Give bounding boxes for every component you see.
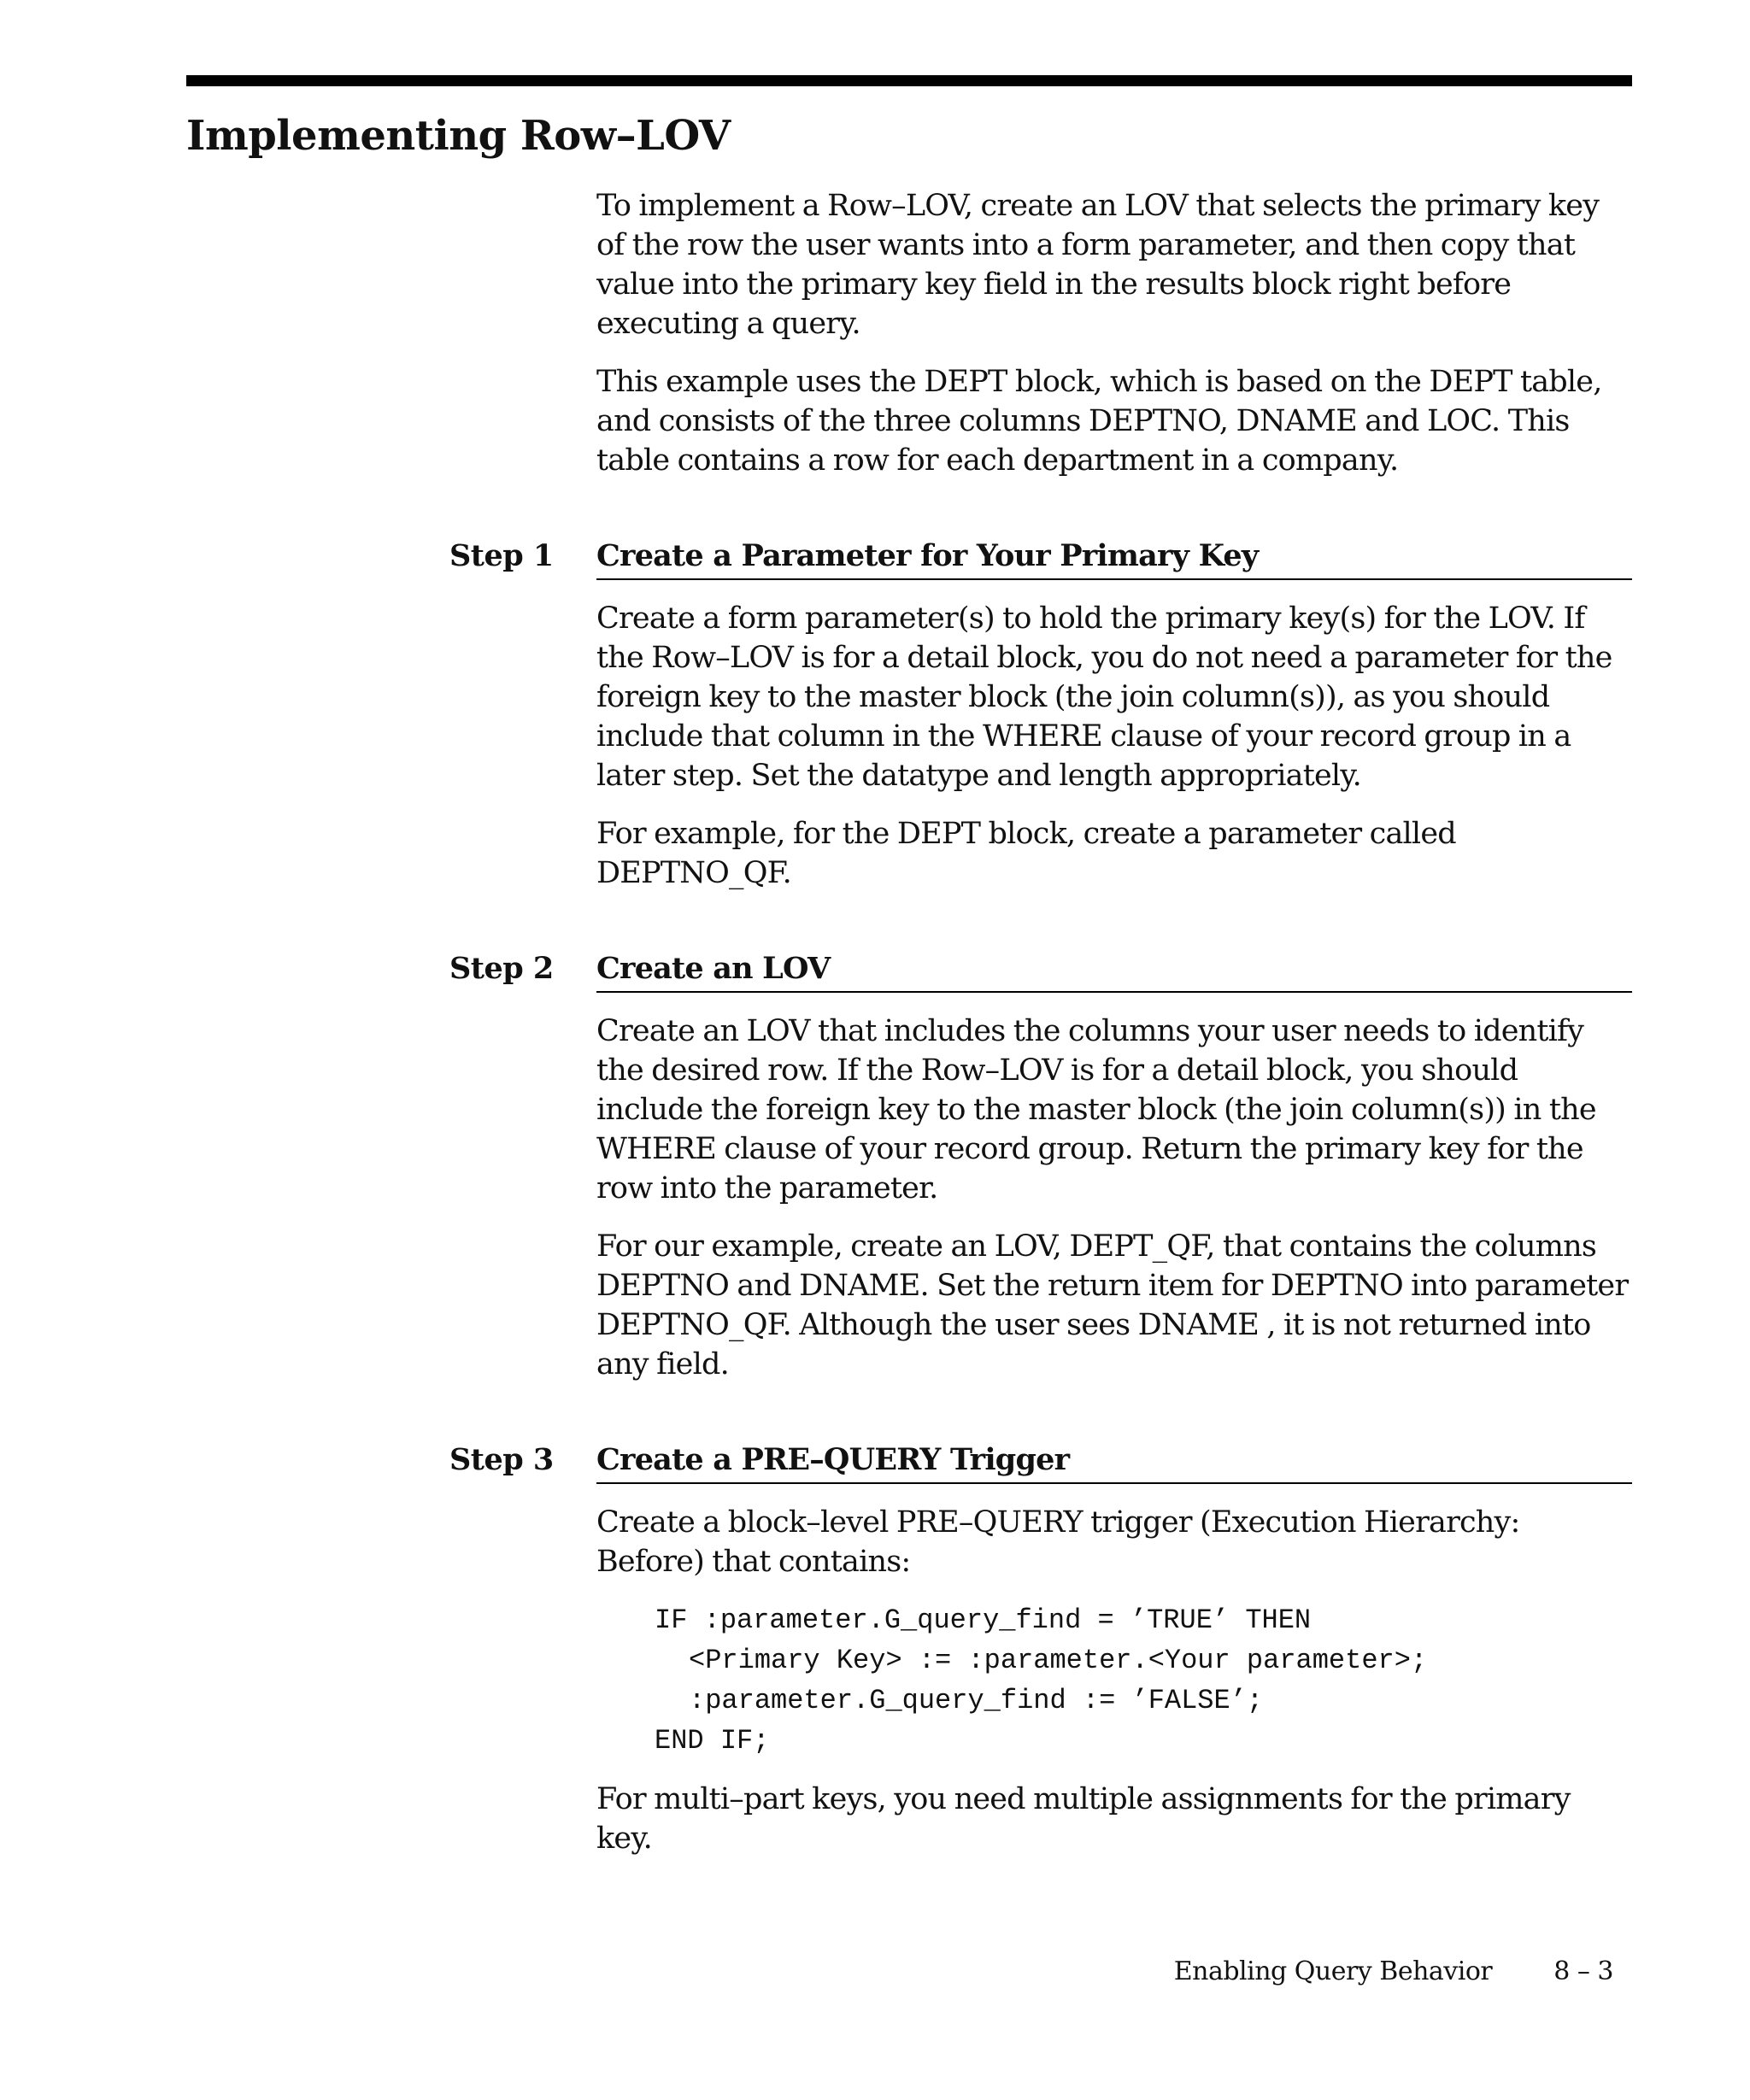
page-title: Implementing Row–LOV	[186, 112, 731, 160]
code-line: IF :parameter.G_query_find = ’TRUE’ THEN	[655, 1604, 1312, 1636]
step-1	[449, 537, 1632, 893]
intro-paragraph: To implement a Row–LOV, create an LOV that selects the primary key of the row the user wants into a form parameter, and then copy that value into the primary key field in the results block right before executing a query.	[596, 189, 1600, 341]
footer-page-number: 8 – 3	[1553, 1956, 1613, 1986]
step-label: Step 3	[449, 1442, 554, 1477]
code-line: <Primary Key> := :parameter.<Your parameter>;	[689, 1645, 1428, 1676]
content	[449, 186, 1632, 1877]
code-line: :parameter.G_query_find := ’FALSE’;	[689, 1685, 1264, 1716]
step-paragraph: Create an LOV that includes the columns your user needs to identify the desired row. If the Row–LOV is for a detail block, you should include the foreign key to the master block (the join column(s)) in the WHERE clause of your record group. Return the primary key for the row into the parameter.	[596, 1014, 1596, 1205]
step-heading: Create a Parameter for Your Primary Key	[596, 537, 1632, 580]
intro-paragraph: This example uses the DEPT block, which is based on the DEPT table, and consists of the three columns DEPTNO, DNAME and LOC. This table contains a row for each department in a company.	[596, 365, 1602, 478]
page-footer	[0, 1955, 1613, 1989]
step-paragraph: For example, for the DEPT block, create a parameter called DEPTNO_QF.	[596, 817, 1456, 890]
step-heading: Create a PRE–QUERY Trigger	[596, 1440, 1632, 1484]
step-paragraph: Create a form parameter(s) to hold the primary key(s) for the LOV. If the Row–LOV is for a detail block, you do not need a parameter for the foreign key to the master block (the join column(s)), as you should include that column in the WHERE clause of your record group in a later step. Set the datatype and length appropriately.	[596, 601, 1612, 793]
step-paragraph: For our example, create an LOV, DEPT_QF, that contains the columns DEPTNO and DNAME. Set the return item for DEPTNO into parameter DEPTNO_QF. Although the user sees DNAME , it is not returned into any field.	[596, 1229, 1629, 1381]
top-rule	[186, 75, 1632, 86]
step-2	[449, 949, 1632, 1384]
code-block	[655, 1600, 1632, 1761]
code-line: END IF;	[655, 1725, 770, 1757]
step-label: Step 1	[449, 538, 554, 573]
footer-chapter: Enabling Query Behavior	[1173, 1956, 1493, 1986]
step-heading: Create an LOV	[596, 949, 1632, 993]
step-3	[449, 1440, 1632, 1858]
step-label: Step 2	[449, 951, 554, 986]
step-paragraph: For multi–part keys, you need multiple assignments for the primary key.	[596, 1782, 1571, 1856]
step-paragraph: Create a block–level PRE–QUERY trigger (Execution Hierarchy: Before) that contains:	[596, 1505, 1520, 1579]
